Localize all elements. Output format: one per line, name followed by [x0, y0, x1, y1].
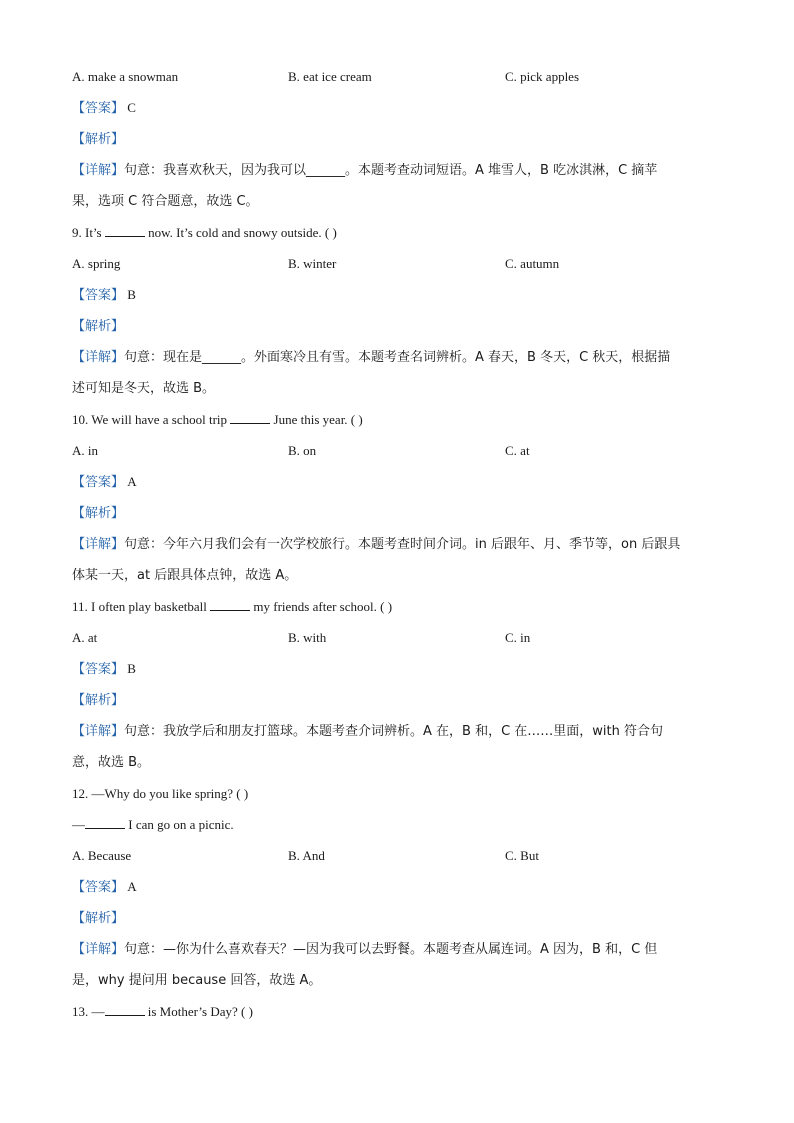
q10-stem-post: June this year. ( ) — [273, 412, 363, 427]
analysis-tag: 【解析】 — [72, 506, 125, 521]
q9-option-a: A. spring — [72, 256, 121, 271]
q8-detail-text-1: 句意：我喜欢秋天，因为我可以______。本题考查动词短语。A 堆雪人，B 吃冰淇淋，C 摘苹 — [124, 163, 658, 178]
q12-detail-line-1 — [72, 939, 657, 960]
q8-option-c: C. pick apples — [505, 69, 580, 84]
q11-analysis-line — [72, 690, 124, 711]
q9-detail-line-2 — [72, 378, 215, 399]
q12-option-a: A. Because — [72, 848, 132, 863]
q10-option-b: B. on — [288, 443, 317, 458]
q11-detail-text-2: 意，故选 B。 — [72, 755, 151, 770]
q11-option-a: A. at — [72, 630, 98, 645]
q10-answer-line — [72, 472, 137, 493]
q8-detail-line-1 — [72, 160, 657, 181]
q10-stem — [72, 410, 363, 430]
q9-blank — [105, 224, 145, 237]
q11-detail-text-1: 句意：我放学后和朋友打篮球。本题考查介词辨析。A 在，B 和，C 在……里面，with 符合句 — [124, 724, 664, 739]
answer-tag: 【答案】 — [72, 475, 125, 490]
detail-tag: 【详解】 — [72, 537, 125, 552]
q9-option-b: B. winter — [288, 256, 337, 271]
answer-tag: 【答案】 — [72, 662, 125, 677]
q10-stem-pre: 10. We will have a school trip — [72, 412, 228, 427]
analysis-tag: 【解析】 — [72, 911, 125, 926]
q10-detail-line-1 — [72, 534, 680, 555]
q12-stem-1: 12. —Why do you like spring? ( ) — [72, 786, 249, 801]
q11-detail-line-1 — [72, 721, 663, 742]
q11-stem-post: my friends after school. ( ) — [253, 599, 393, 614]
q12-answer: A — [127, 879, 137, 894]
q8-detail-text-2: 果，选项 C 符合题意，故选 C。 — [72, 194, 259, 209]
analysis-tag: 【解析】 — [72, 319, 125, 334]
detail-tag: 【详解】 — [72, 163, 125, 178]
q12-detail-text-1: 句意：—你为什么喜欢春天？—因为我可以去野餐。本题考查从属连词。A 因为，B 和，C 但 — [124, 942, 658, 957]
q9-analysis-line — [72, 316, 124, 337]
q11-answer-line — [72, 659, 136, 680]
q8-detail-line-2 — [72, 191, 259, 212]
q12-option-b: B. And — [288, 848, 325, 863]
q8-option-a: A. make a snowman — [72, 69, 179, 84]
q9-detail-line-1 — [72, 347, 670, 368]
q12-analysis-line — [72, 908, 124, 929]
q12-stem-2-pre: — — [72, 817, 85, 832]
q12-stem-2 — [72, 815, 234, 835]
q13-stem — [72, 1002, 253, 1022]
q10-detail-text-1: 句意：今年六月我们会有一次学校旅行。本题考查时间介词。in 后跟年、月、季节等，on 后跟具 — [124, 537, 681, 552]
q11-stem-pre: 11. I often play basketball — [72, 599, 207, 614]
q8-answer: C — [127, 100, 136, 115]
q10-option-a: A. in — [72, 443, 98, 458]
q9-detail-text-1: 句意：现在是______。外面寒冷且有雪。本题考查名词辨析。A 春天，B 冬天，C 秋天，根据描 — [124, 350, 671, 365]
q11-option-c: C. in — [505, 630, 531, 645]
q9-answer-line — [72, 285, 136, 306]
q12-answer-line — [72, 877, 137, 898]
q9-answer: B — [127, 287, 136, 302]
q8-answer-line — [72, 98, 136, 119]
q10-blank — [230, 411, 270, 424]
q9-stem — [72, 223, 337, 243]
q8-option-b: B. eat ice cream — [288, 69, 372, 84]
q10-answer: A — [127, 474, 137, 489]
analysis-tag: 【解析】 — [72, 132, 125, 147]
detail-tag: 【详解】 — [72, 724, 125, 739]
q10-detail-text-2: 体某一天，at 后跟具体点钟，故选 A。 — [72, 568, 298, 583]
q13-stem-pre: 13. — — [72, 1004, 105, 1019]
answer-tag: 【答案】 — [72, 880, 125, 895]
q12-detail-line-2 — [72, 970, 321, 991]
q10-detail-line-2 — [72, 565, 297, 586]
answer-tag: 【答案】 — [72, 288, 125, 303]
q8-analysis-line — [72, 129, 124, 150]
q11-option-b: B. with — [288, 630, 327, 645]
q12-blank — [85, 816, 125, 829]
q9-stem-post: now. It’s cold and snowy outside. ( ) — [148, 225, 337, 240]
q11-detail-line-2 — [72, 752, 150, 773]
q13-blank — [105, 1003, 145, 1016]
answer-tag: 【答案】 — [72, 101, 125, 116]
q11-blank — [210, 598, 250, 611]
detail-tag: 【详解】 — [72, 942, 125, 957]
q13-stem-post: is Mother’s Day? ( ) — [147, 1004, 253, 1019]
q11-stem — [72, 597, 392, 617]
q11-answer: B — [127, 661, 136, 676]
q10-analysis-line — [72, 503, 124, 524]
q12-stem-2-post: I can go on a picnic. — [128, 817, 234, 832]
q12-option-c: C. But — [505, 848, 539, 863]
analysis-tag: 【解析】 — [72, 693, 125, 708]
q10-option-c: C. at — [505, 443, 530, 458]
q9-stem-pre: 9. It’s — [72, 225, 102, 240]
detail-tag: 【详解】 — [72, 350, 125, 365]
q12-detail-text-2: 是，why 提问用 because 回答，故选 A。 — [72, 973, 322, 988]
q9-detail-text-2: 述可知是冬天，故选 B。 — [72, 381, 216, 396]
q9-option-c: C. autumn — [505, 256, 560, 271]
